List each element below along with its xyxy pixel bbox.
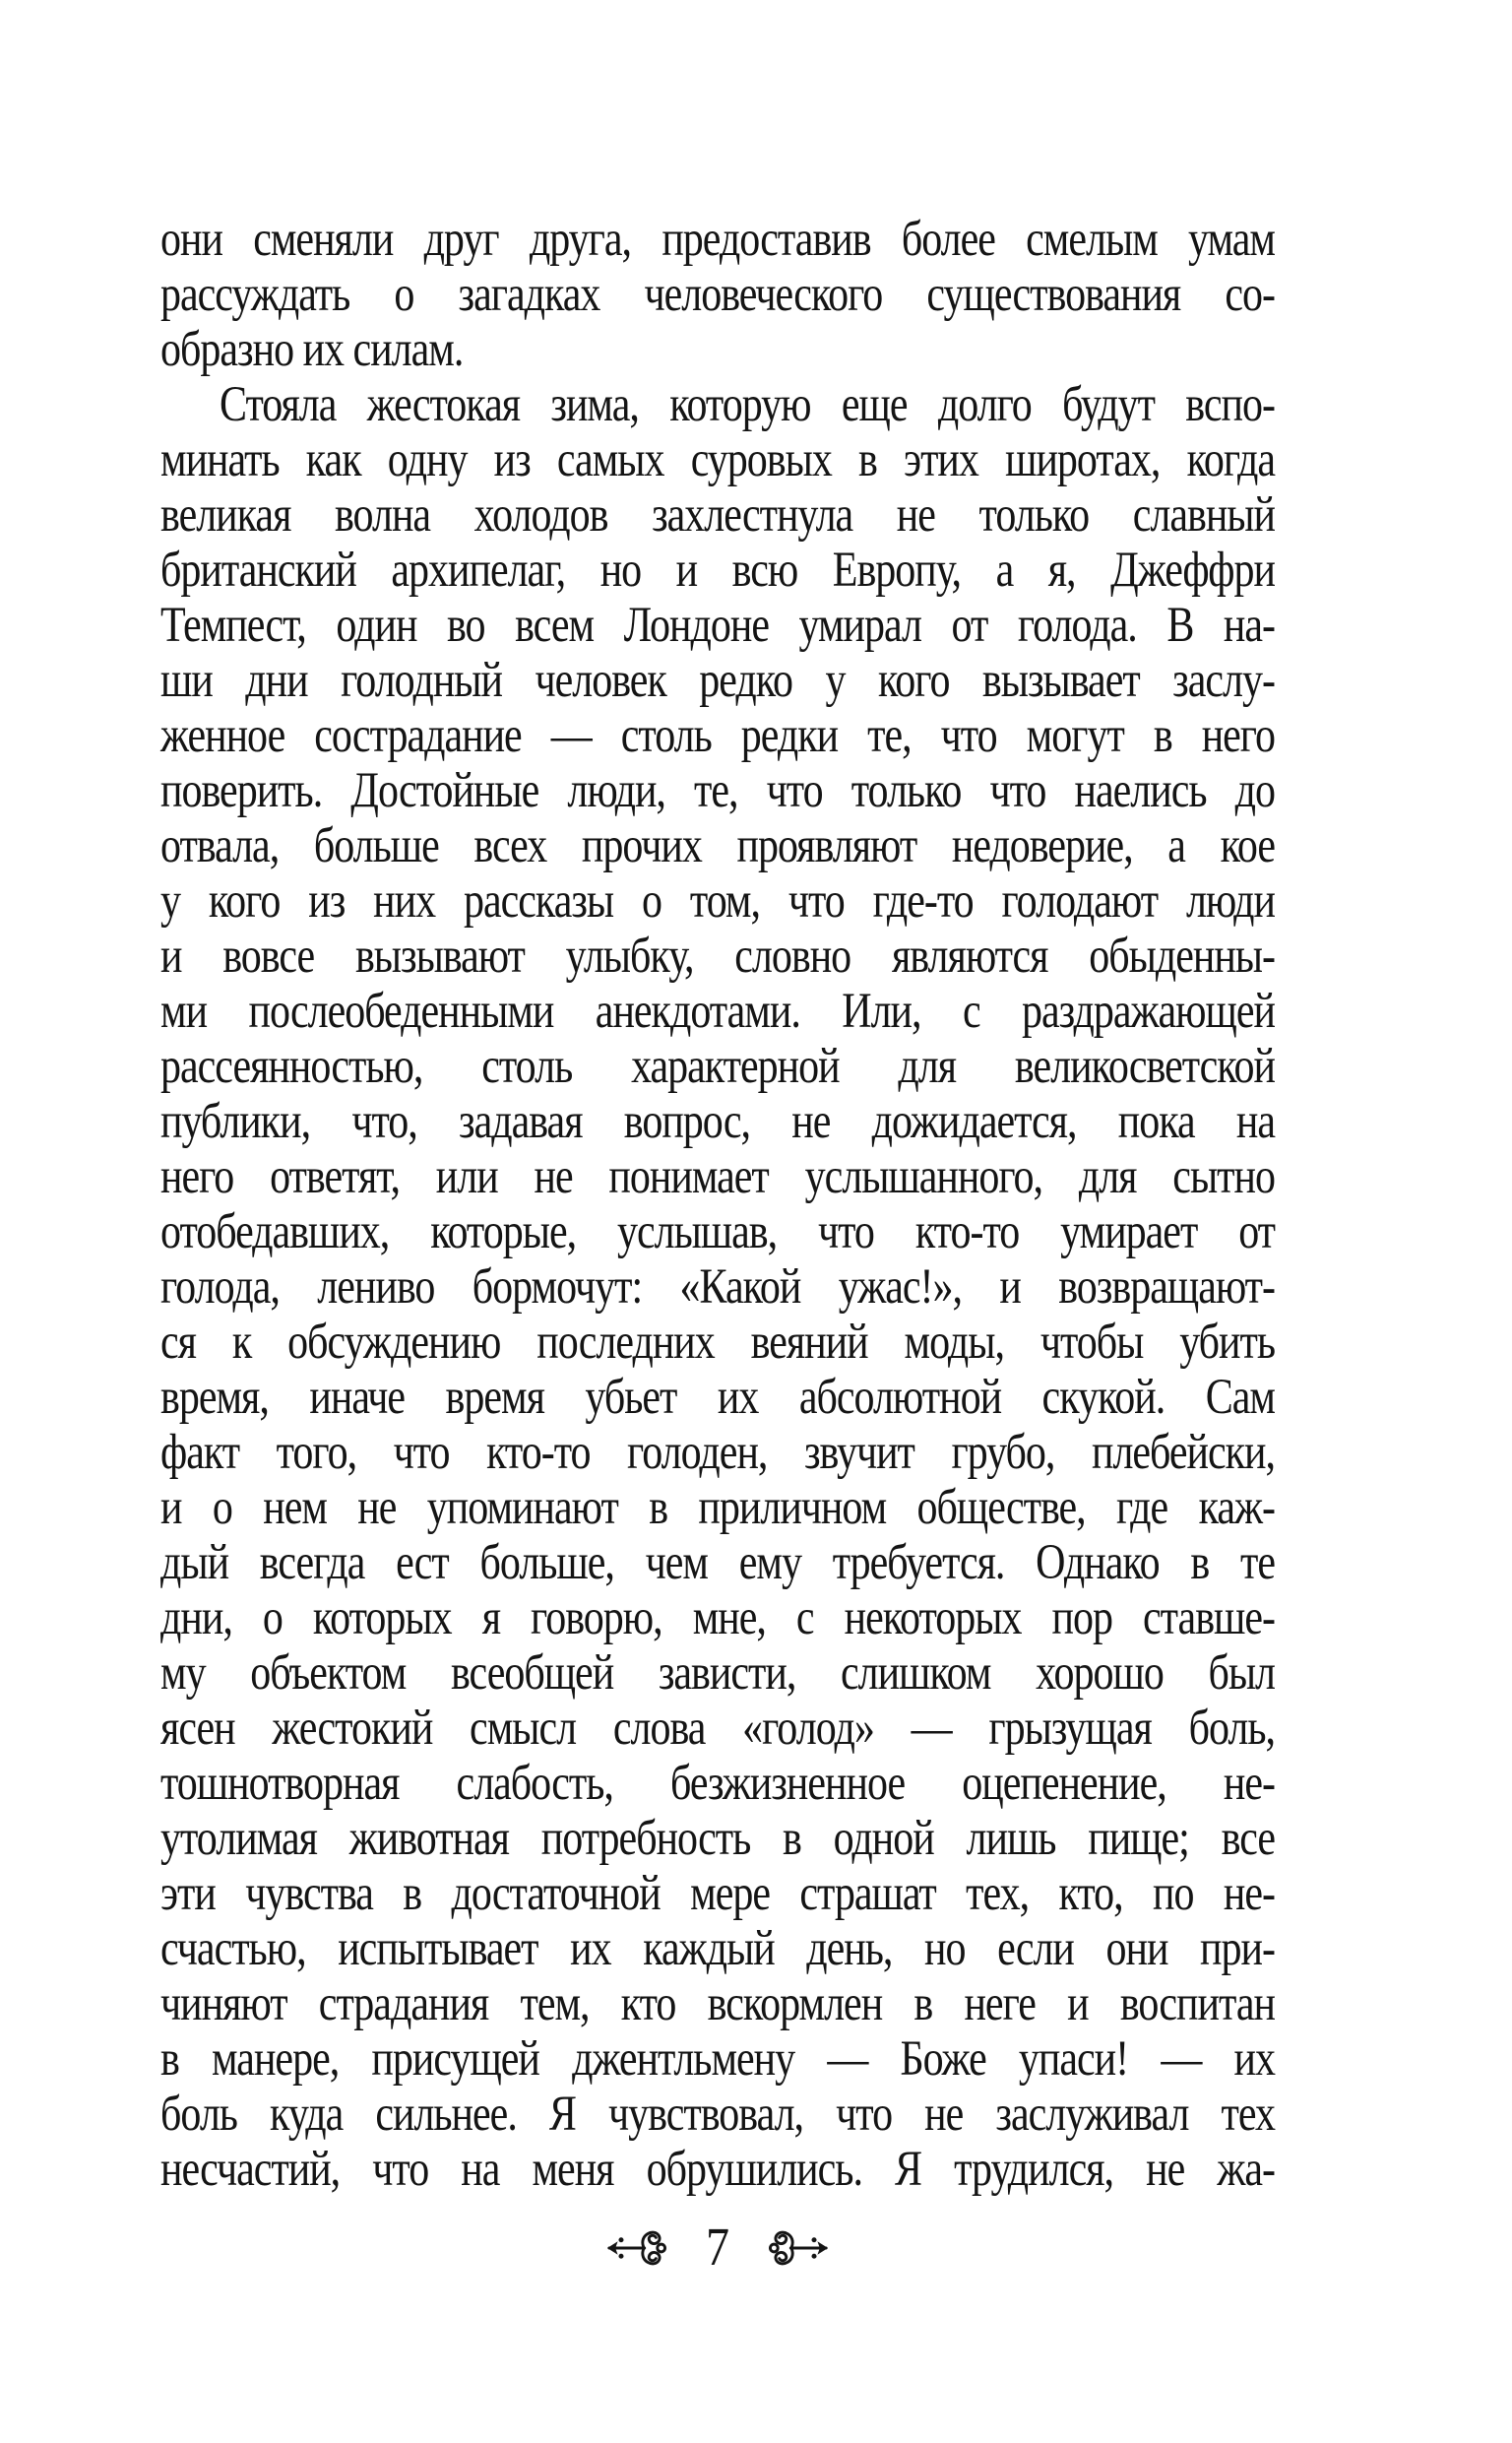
text-line: ши дни голодный человек редко у кого вызывает заслу- xyxy=(160,653,1275,709)
text-line: эти чувства в достаточной мере страшат тех, кто, по не- xyxy=(160,1866,1275,1922)
text-line: время, иначе время убьет их абсолютной скукой. Сам xyxy=(160,1370,1275,1426)
text-line: рассеянностью, столь характерной для великосветской xyxy=(160,1039,1275,1095)
text-line: публики, что, задавая вопрос, не дожидается, пока на xyxy=(160,1094,1275,1150)
text-line: женное сострадание — столь редки те, что могут в него xyxy=(160,708,1275,764)
text-line: отобедавших, которые, услышав, что кто-то умирает от xyxy=(160,1204,1275,1260)
text-line: поверить. Достойные люди, те, что только что наелись до xyxy=(160,763,1275,819)
text-line: счастью, испытывает их каждый день, но если они при- xyxy=(160,1921,1275,1977)
fleuron-right-icon xyxy=(769,2226,830,2270)
text-line: голода, лениво бормочут: «Какой ужас!», и возвращают- xyxy=(160,1259,1275,1316)
text-line: тошнотворная слабость, безжизненное оцепенение, не- xyxy=(160,1756,1275,1812)
page-number: 7 xyxy=(706,2217,729,2278)
text-line: отвала, больше всех прочих проявляют недоверие, а кое xyxy=(160,818,1275,874)
text-line: факт того, что кто-то голоден, звучит грубо, плебейски, xyxy=(160,1425,1275,1481)
text-line: и вовсе вызывают улыбку, словно являются обыденны- xyxy=(160,929,1275,985)
text-line: ми послеобеденными анекдотами. Или, с раздражающей xyxy=(160,984,1275,1040)
text-line: они сменяли друг друга, предоставив более смелым умам xyxy=(160,212,1275,268)
fleuron-left-icon xyxy=(605,2226,666,2270)
page-footer xyxy=(160,2214,1275,2282)
text-line: в манере, присущей джентльмену — Боже упаси! — их xyxy=(160,2031,1275,2088)
text-line: чиняют страдания тем, кто вскормлен в неге и воспитан xyxy=(160,1976,1275,2032)
text-line: него ответят, или не понимает услышанного, для сытно xyxy=(160,1149,1275,1205)
text-line: ясен жестокий смысл слова «голод» — грызущая боль, xyxy=(160,1701,1275,1757)
text-line: дни, о которых я говорю, мне, с некоторых пор ставше- xyxy=(160,1590,1275,1646)
text-line: му объектом всеобщей зависти, слишком хорошо был xyxy=(160,1645,1275,1702)
text-line: Стояла жестокая зима, которую еще долго будут вспо- xyxy=(220,377,1275,433)
text-line: у кого из них рассказы о том, что где-то голодают люди xyxy=(160,873,1275,930)
text-line: великая волна холодов захлестнула не только славный xyxy=(160,487,1275,544)
text-line: минать как одну из самых суровых в этих широтах, когда xyxy=(160,432,1275,488)
text-line: несчастий, что на меня обрушились. Я трудился, не жа- xyxy=(160,2142,1275,2198)
text-line: британский архипелаг, но и всю Европу, а я, Джеффри xyxy=(160,543,1275,599)
text-line: ся к обсуждению последних веяний моды, чтобы убить xyxy=(160,1315,1275,1371)
text-line: и о нем не упоминают в приличном обществе, где каж- xyxy=(160,1480,1275,1536)
text-line: образно их силам. xyxy=(160,322,464,378)
text-line: боль куда сильнее. Я чувствовал, что не заслуживал тех xyxy=(160,2087,1275,2143)
text-line: Темпест, один во всем Лондоне умирал от голода. В на- xyxy=(160,598,1275,654)
text-line: утолимая животная потребность в одной лишь пище; все xyxy=(160,1811,1275,1867)
page-text-block xyxy=(160,212,1275,2200)
text-line: рассуждать о загадках человеческого существования со- xyxy=(160,267,1275,323)
text-line: дый всегда ест больше, чем ему требуется. Однако в те xyxy=(160,1535,1275,1591)
